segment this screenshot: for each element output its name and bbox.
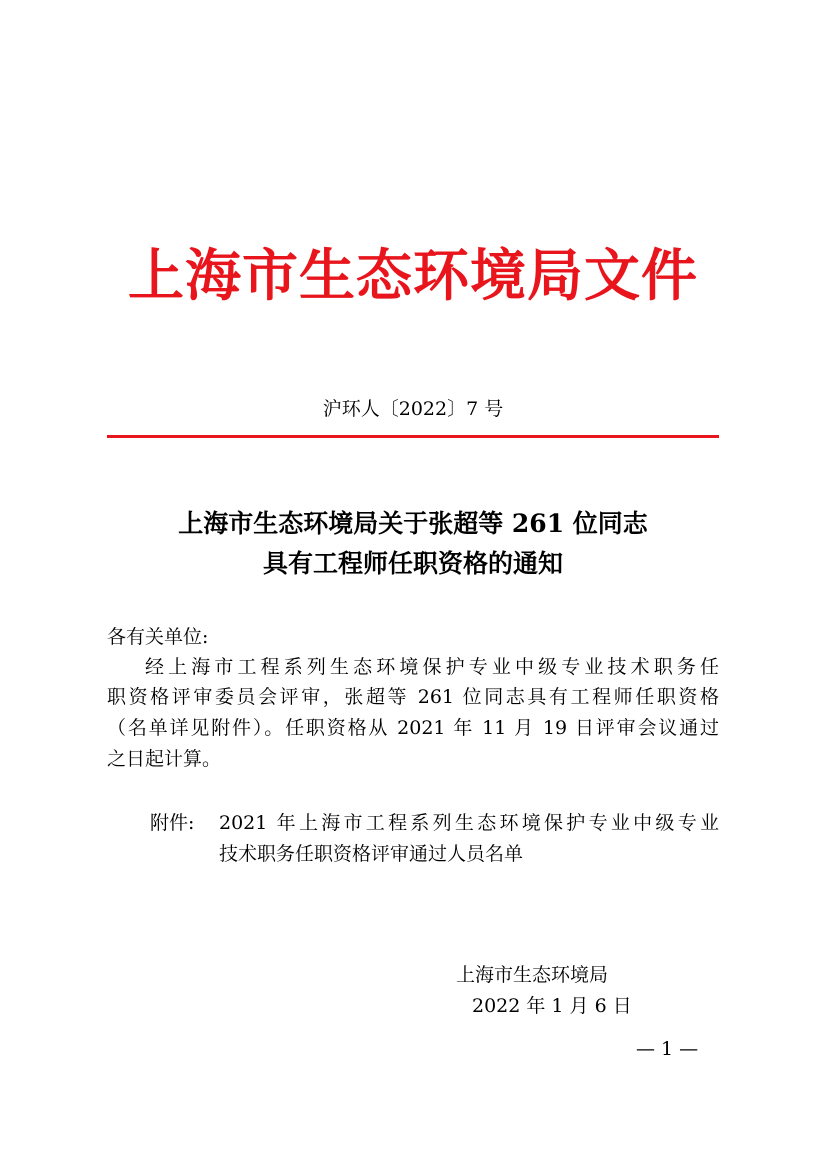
attachment-line-2: 技术职务任职资格评审通过人员名单 — [219, 843, 524, 865]
signature-issuer: 上海市生态环境局 — [456, 964, 609, 986]
red-divider-rule — [107, 435, 719, 438]
notice-title-line-2: 具有工程师任职资格的通知 — [262, 549, 563, 578]
attachment-line-1: 2021 年上海市工程系列生态环境保护专业中级专业 — [219, 812, 719, 834]
body-line-4: 之日起计算。 — [107, 748, 222, 770]
body-line-1: 经上海市工程系列生态环境保护专业中级专业技术职务任 — [145, 656, 719, 678]
body-line-3: （名单详见附件）。任职资格从 2021 年 11 月 19 日评审会议通过 — [107, 717, 719, 739]
document-number: 沪环人〔2022〕7 号 — [322, 398, 504, 420]
body-line-2: 职资格评审委员会评审，张超等 261 位同志具有工程师任职资格 — [107, 686, 719, 708]
page-number: — 1 — — [636, 1038, 699, 1060]
document-header-title: 上海市生态环境局文件 — [128, 243, 698, 309]
salutation: 各有关单位: — [107, 626, 209, 648]
attachment-label: 附件: — [150, 812, 195, 834]
notice-title — [0, 504, 826, 584]
signature-date: 2022 年 1 月 6 日 — [472, 995, 632, 1017]
notice-title-line-1: 上海市生态环境局关于张超等 261 位同志 — [178, 509, 648, 538]
